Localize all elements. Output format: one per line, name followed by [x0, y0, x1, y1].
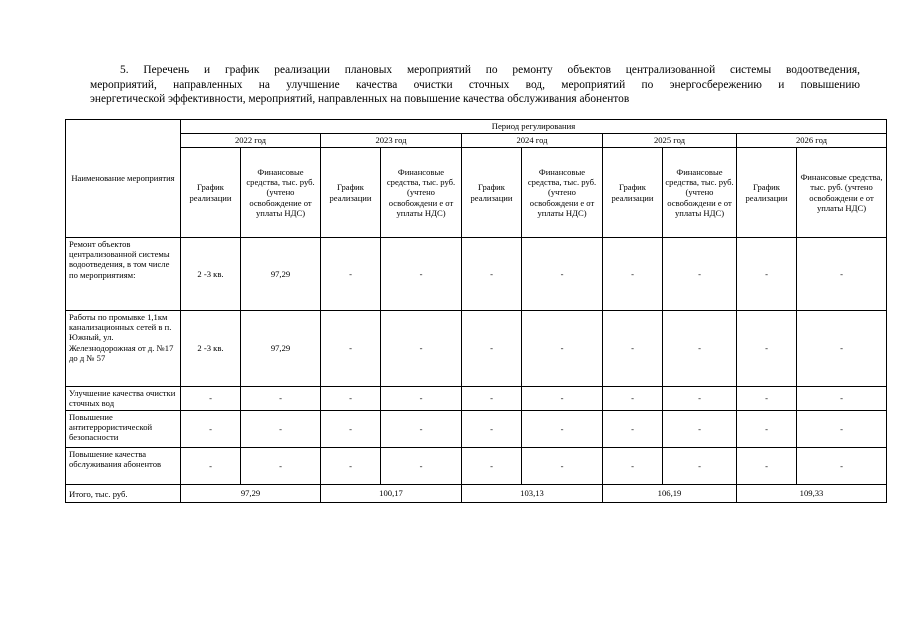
table-row: [66, 238, 887, 311]
total-value: 100,17: [321, 485, 462, 503]
table-cell: -: [241, 411, 321, 448]
table-row: [66, 387, 887, 411]
table-cell: -: [603, 311, 663, 387]
table-cell: -: [797, 387, 887, 411]
table-cell: -: [321, 448, 381, 485]
table-cell: -: [181, 448, 241, 485]
table-cell: -: [522, 238, 603, 311]
heading-line-3: энергетической эффективности, мероприятий, направленных на повышение качества обслуживания абонентов: [90, 93, 630, 106]
table-cell: 2 -3 кв.: [181, 238, 241, 311]
table-cell: -: [663, 411, 737, 448]
table-cell: -: [462, 387, 522, 411]
table-cell: -: [381, 311, 462, 387]
table-row: [66, 311, 887, 387]
table-cell: -: [603, 448, 663, 485]
table-cell: -: [737, 311, 797, 387]
total-label: Итого, тыс. руб.: [66, 485, 181, 503]
table-cell: -: [663, 311, 737, 387]
finance-header: Финансовые средства, тыс. руб. (учтено освобождение от уплаты НДС): [241, 148, 321, 238]
table-cell: -: [737, 448, 797, 485]
year-header: 2026 год: [737, 134, 887, 148]
year-header: 2025 год: [603, 134, 737, 148]
row-name: Работы по промывке 1,1км канализационных сетей в п. Южный, ул. Железнодорожная от д. №17 до д № 57: [66, 311, 181, 387]
table-cell: 2 -3 кв.: [181, 311, 241, 387]
total-value: 103,13: [462, 485, 603, 503]
finance-header: Финансовые средства, тыс. руб. (учтено освобождени е от уплаты НДС): [381, 148, 462, 238]
table-cell: -: [522, 411, 603, 448]
table-row: [66, 411, 887, 448]
document-heading: [90, 63, 860, 107]
table-cell: -: [321, 411, 381, 448]
heading-line-1: 5. Перечень и график реализации плановых мероприятий по ремонту объектов централизованной системы водоотведения,: [120, 64, 860, 76]
table-cell: -: [321, 311, 381, 387]
table-cell: -: [241, 387, 321, 411]
table-cell: -: [603, 411, 663, 448]
year-header: 2022 год: [181, 134, 321, 148]
schedule-header: График реализации: [321, 148, 381, 238]
schedule-header: График реализации: [462, 148, 522, 238]
table-cell: -: [381, 448, 462, 485]
table-cell: -: [522, 387, 603, 411]
table-cell: 97,29: [241, 238, 321, 311]
table-cell: -: [462, 448, 522, 485]
table-cell: -: [663, 448, 737, 485]
table-cell: -: [663, 238, 737, 311]
table-cell: -: [522, 311, 603, 387]
heading-line-2: мероприятий, направленных на улучшение качества очистки сточных вод, мероприятий по энергосбережению и повышению: [90, 78, 860, 91]
finance-header: Финансовые средства, тыс. руб. (учтено освобождени е от уплаты НДС): [797, 148, 887, 238]
schedule-header: График реализации: [603, 148, 663, 238]
table-cell: -: [737, 411, 797, 448]
measures-table: [65, 119, 887, 503]
table-cell: -: [181, 387, 241, 411]
table-cell: -: [603, 238, 663, 311]
table-cell: -: [522, 448, 603, 485]
year-header: 2023 год: [321, 134, 462, 148]
table-cell: -: [797, 411, 887, 448]
table-cell: -: [241, 448, 321, 485]
name-column-header: Наименование мероприятия: [66, 120, 181, 238]
finance-header: Финансовые средства, тыс. руб. (учтено освобождени е от уплаты НДС): [663, 148, 737, 238]
table-row: [66, 448, 887, 485]
table-cell: 97,29: [241, 311, 321, 387]
total-value: 109,33: [737, 485, 887, 503]
table-cell: -: [603, 387, 663, 411]
row-name: Ремонт объектов централизованной системы водоотведения, в том числе по мероприятиям:: [66, 238, 181, 311]
table-cell: -: [181, 411, 241, 448]
finance-header: Финансовые средства, тыс. руб. (учтено освобождени е от уплаты НДС): [522, 148, 603, 238]
table-cell: -: [797, 311, 887, 387]
table-cell: -: [381, 387, 462, 411]
row-name: Улучшение качества очистки сточных вод: [66, 387, 181, 411]
table-cell: -: [381, 411, 462, 448]
year-header: 2024 год: [462, 134, 603, 148]
table-cell: -: [737, 387, 797, 411]
schedule-header: График реализации: [737, 148, 797, 238]
table-cell: -: [797, 448, 887, 485]
total-row: [66, 485, 887, 503]
table-cell: -: [321, 238, 381, 311]
table-cell: -: [663, 387, 737, 411]
table-cell: -: [737, 238, 797, 311]
table-cell: -: [381, 238, 462, 311]
table-cell: -: [462, 238, 522, 311]
table-cell: -: [797, 238, 887, 311]
table-cell: -: [462, 311, 522, 387]
row-name: Повышение антитеррористической безопасности: [66, 411, 181, 448]
row-name: Повышение качества обслуживания абонентов: [66, 448, 181, 485]
table-cell: -: [321, 387, 381, 411]
total-value: 106,19: [603, 485, 737, 503]
total-value: 97,29: [181, 485, 321, 503]
schedule-header: График реализации: [181, 148, 241, 238]
period-header: Период регулирования: [181, 120, 887, 134]
table-cell: -: [462, 411, 522, 448]
